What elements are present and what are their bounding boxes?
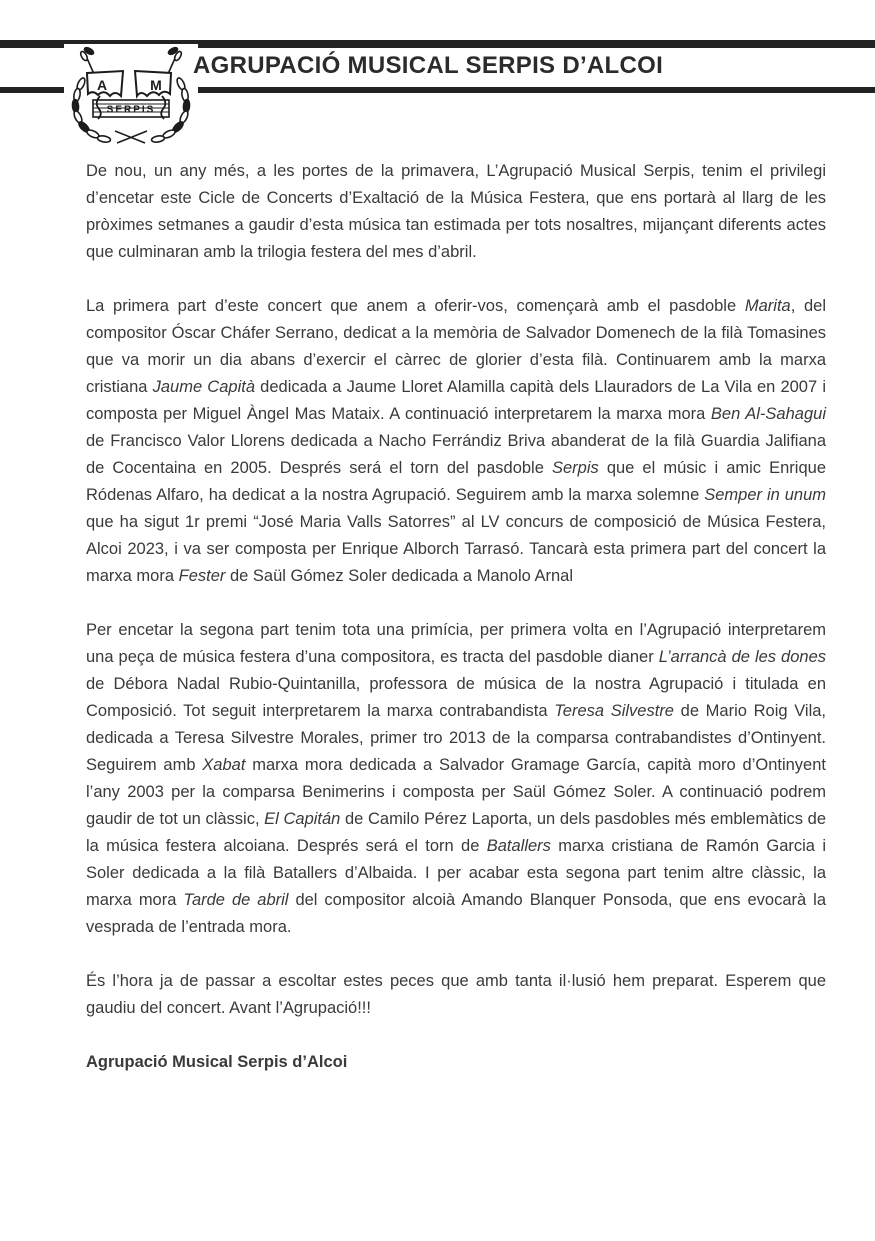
logo-letter-m: M	[150, 77, 162, 93]
top-leaf-sprigs-icon	[79, 46, 182, 74]
paragraph-second-part: Per encetar la segona part tenim tota una primícia, per primera volta en l’Agrupació interpretarem una peça de música festera d’una compositora, es tracta del pasdoble dianer L’arrancà de les dones de Débora Nadal Rubio-Quintanilla, professora de música de la nostra Agrupació i titulada en Composició. Tot seguit interpretarem la marxa contrabandista Teresa Silvestre de Mario Roig Vila, dedicada a Teresa Silvestre Morales, primer tro 2013 de la comparsa contrabandistes d’Ontinyent. Seguirem amb Xabat marxa mora dedicada a Salvador Gramage García, capità moro d’Ontinyent l’any 2003 per la comparsa Benimerins i composta per Saül Gómez Soler. A continuació podrem gaudir de tot un clàssic, El Capitán de Camilo Pérez Laporta, un dels pasdobles més emblemàtics de la música festera alcoiana. Després será el torn de Batallers marxa cristiana de Ramón Garcia i Soler dedicada a la filà Batallers d’Albaida. I per acabar esta segona part tenim altre clàssic, la marxa mora Tarde de abril del compositor alcoià Amando Blanquer Ponsoda, que ens evocarà la vesprada de l’entrada mora.	[86, 621, 827, 936]
logo-banner-text: SERPIS	[106, 104, 156, 116]
paragraph-first-part: La primera part d’este concert que anem a oferir-vos, començarà amb el pasdoble Marita, del compositor Óscar Cháfer Serrano, dedicat a la memòria de Salvador Domenech de la filà Tomasines que va morir un dia abans d’exercir el càrrec de glorier d’esta filà. Continuarem amb la marxa cristiana Jaume Capità dedicada a Jaume Lloret Alamilla capità dels Llauradors de La Vila en 2007 i composta per Miguel Àngel Mas Mataix. A continuació interpretarem la marxa mora Ben Al-Sahagui de Francisco Valor Llorens dedicada a Nacho Ferrándiz Briva abanderat de la filà Guardia Jalifiana de Cocentaina en 2005. Després será el torn del pasdoble Serpis que el músic i amic Enrique Ródenas Alfaro, ha dedicat a la nostra Agrupació. Seguirem amb la marxa solemne Semper in unum que ha sigut 1r premi “José Maria Valls Satorres” al LV concurs de composició de Música Festera, Alcoi 2023, i va ser composta per Enrique Alborch Tarrasó. Tancarà esta primera part del concert la marxa mora Fester de Saül Gómez Soler dedicada a Manolo Arnal	[86, 297, 827, 585]
signature: Agrupació Musical Serpis d’Alcoi	[86, 1053, 348, 1071]
paragraph-closing: És l’hora ja de passar a escoltar estes peces que amb tanta il·lusió hem preparat. Esperem que gaudiu del concert. Avant l’Agrupació!!!	[86, 972, 826, 1017]
paragraph-intro: De nou, un any més, a les portes de la primavera, L’Agrupació Musical Serpis, tenim el privilegi d’encetar este Cicle de Concerts d’Exaltació de la Música Festera, que ens portarà al llarg de les pròximes setmanes a gaudir d’esta música tan estimada per tots nosaltres, mijançant diferents actes que culminaran amb la trilogia festera del mes d’abril.	[86, 162, 826, 261]
band-emblem-logo	[64, 44, 198, 150]
page-title: AGRUPACIÓ MUSICAL SERPIS D’ALCOI	[193, 52, 664, 79]
logo-letter-a: A	[96, 77, 108, 93]
document-body	[86, 158, 826, 1103]
emblem-icon	[67, 44, 195, 148]
